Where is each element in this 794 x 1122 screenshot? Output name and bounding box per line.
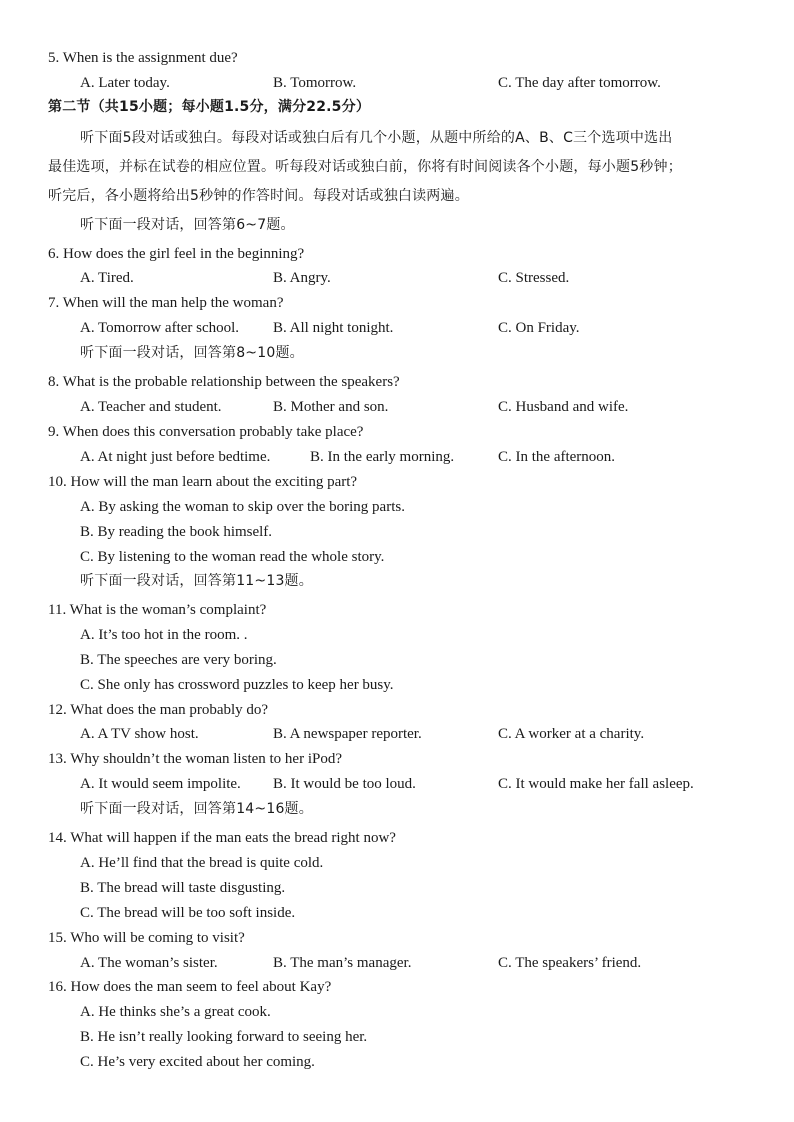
dialog-intro-3: 听下面一段对话，回答第11~13题。	[80, 573, 313, 589]
question-10-option-c: C. By listening to the woman read the whole story.	[80, 549, 385, 565]
question-12-option-b: B. A newspaper reporter.	[273, 726, 422, 742]
dialog-intro-4: 听下面一段对话，回答第14~16题。	[80, 801, 313, 817]
question-12-option-a: A. A TV show host.	[80, 726, 199, 742]
instructions-line-2: 最佳选项，并标在试卷的相应位置。听每段对话或独白前，你将有时间阅读各个小题，每小题5秒钟；	[48, 159, 682, 175]
question-7-option-c: C. On Friday.	[498, 320, 580, 336]
question-11-option-c: C. She only has crossword puzzles to keep her busy.	[80, 677, 394, 693]
question-14-option-b: B. The bread will taste disgusting.	[80, 880, 286, 896]
question-15-stem: 15. Who will be coming to visit?	[48, 930, 245, 946]
question-6-option-a: A. Tired.	[80, 270, 134, 286]
question-13-option-b: B. It would be too loud.	[273, 776, 416, 792]
question-8-option-c: C. Husband and wife.	[498, 399, 629, 415]
dialog-intro-2: 听下面一段对话，回答第8~10题。	[80, 345, 304, 361]
question-16-option-a: A. He thinks she’s a great cook.	[80, 1004, 271, 1020]
question-8-stem: 8. What is the probable relationship between the speakers?	[48, 374, 400, 390]
question-16-option-c: C. He’s very excited about her coming.	[80, 1054, 315, 1070]
question-5-stem: 5. When is the assignment due?	[48, 50, 238, 66]
question-10-option-a: A. By asking the woman to skip over the boring parts.	[80, 499, 405, 515]
question-15-option-c: C. The speakers’ friend.	[498, 955, 642, 971]
question-5-option-c: C. The day after tomorrow.	[498, 75, 661, 91]
question-9-stem: 9. When does this conversation probably take place?	[48, 424, 364, 440]
question-14-stem: 14. What will happen if the man eats the bread right now?	[48, 830, 396, 846]
question-13-option-c: C. It would make her fall asleep.	[498, 776, 694, 792]
question-6-option-b: B. Angry.	[273, 270, 331, 286]
question-11-option-b: B. The speeches are very boring.	[80, 652, 277, 668]
question-7-option-a: A. Tomorrow after school.	[80, 320, 240, 336]
question-5-option-a: A. Later today.	[80, 75, 170, 91]
question-7-stem: 7. When will the man help the woman?	[48, 295, 284, 311]
question-8-option-b: B. Mother and son.	[273, 399, 389, 415]
instructions-line-1: 听下面5段对话或独白。每段对话或独白后有几个小题，从题中所给的A、B、C三个选项中选出	[80, 130, 673, 146]
question-10-option-b: B. By reading the book himself.	[80, 524, 273, 540]
question-11-stem: 11. What is the woman’s complaint?	[48, 602, 267, 618]
question-16-stem: 16. How does the man seem to feel about Kay?	[48, 979, 332, 995]
question-7-option-b: B. All night tonight.	[273, 320, 394, 336]
question-16-option-b: B. He isn’t really looking forward to seeing her.	[80, 1029, 368, 1045]
question-14-option-c: C. The bread will be too soft inside.	[80, 905, 296, 921]
question-6-stem: 6. How does the girl feel in the beginning?	[48, 246, 305, 262]
question-13-option-a: A. It would seem impolite.	[80, 776, 241, 792]
question-5-option-b: B. Tomorrow.	[273, 75, 357, 91]
question-15-option-a: A. The woman’s sister.	[80, 955, 218, 971]
dialog-intro-1: 听下面一段对话，回答第6~7题。	[80, 217, 295, 233]
section-header: 第二节（共15小题；每小题1.5分，满分22.5分）	[48, 99, 371, 115]
question-11-option-a: A. It’s too hot in the room. .	[80, 627, 248, 643]
question-9-option-c: C. In the afternoon.	[498, 449, 616, 465]
question-9-option-b: B. In the early morning.	[310, 449, 455, 465]
question-13-stem: 13. Why shouldn’t the woman listen to her iPod?	[48, 751, 343, 767]
question-9-option-a: A. At night just before bedtime.	[80, 449, 271, 465]
question-6-option-c: C. Stressed.	[498, 270, 570, 286]
question-15-option-b: B. The man’s manager.	[273, 955, 412, 971]
question-12-stem: 12. What does the man probably do?	[48, 702, 269, 718]
question-8-option-a: A. Teacher and student.	[80, 399, 222, 415]
question-14-option-a: A. He’ll find that the bread is quite cold.	[80, 855, 324, 871]
instructions-line-3: 听完后，各小题将给出5秒钟的作答时间。每段对话或独白读两遍。	[48, 188, 469, 204]
question-12-option-c: C. A worker at a charity.	[498, 726, 645, 742]
question-10-stem: 10. How will the man learn about the exciting part?	[48, 474, 358, 490]
